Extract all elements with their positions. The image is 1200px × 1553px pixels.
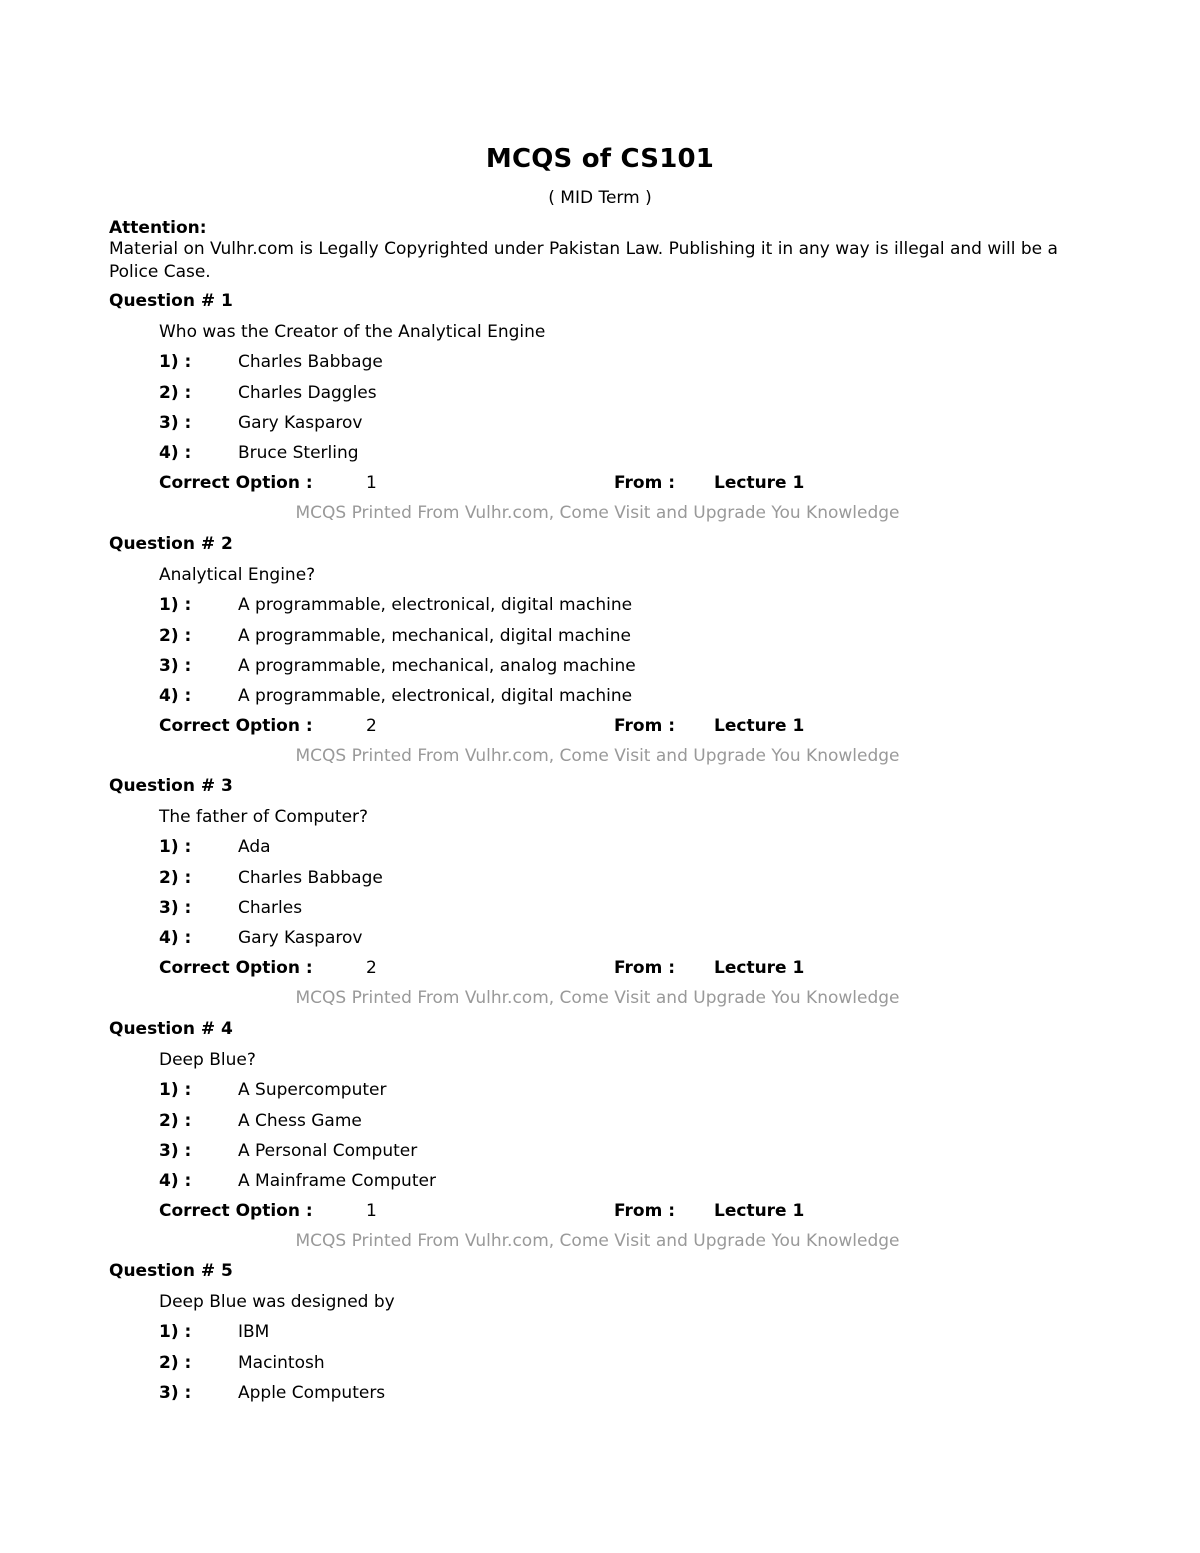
from-value: Lecture 1 [714, 1201, 805, 1221]
correct-option-value: 1 [366, 473, 377, 493]
option-text: Gary Kasparov [238, 413, 363, 433]
from-value: Lecture 1 [714, 716, 805, 736]
option-text: A programmable, mechanical, analog machine [238, 656, 636, 676]
option-text: Bruce Sterling [238, 443, 359, 463]
option-text: A Mainframe Computer [238, 1171, 436, 1191]
option-text: Charles Babbage [238, 352, 383, 372]
question-heading: Question # 5 [109, 1261, 233, 1281]
option-text: A programmable, mechanical, digital machine [238, 626, 632, 646]
question-heading: Question # 2 [109, 534, 233, 554]
option-text: A Supercomputer [238, 1080, 387, 1100]
from-label: From : [614, 716, 676, 736]
page-title: MCQS of CS101 [485, 144, 715, 174]
option-number: 1) : [159, 837, 192, 857]
question-block-4 [0, 1019, 1200, 1261]
from-value: Lecture 1 [714, 958, 805, 978]
from-label: From : [614, 1201, 676, 1221]
option-text: IBM [238, 1322, 270, 1342]
attention-heading: Attention: [109, 218, 207, 238]
option-number: 3) : [159, 898, 192, 918]
option-number: 2) : [159, 383, 192, 403]
correct-option-value: 1 [366, 1201, 377, 1221]
page-subtitle: ( MID Term ) [548, 188, 652, 208]
printed-from-note: MCQS Printed From Vulhr.com, Come Visit and Upgrade You Knowledge [295, 746, 900, 766]
option-number: 2) : [159, 868, 192, 888]
from-label: From : [614, 473, 676, 493]
question-block-3 [0, 776, 1200, 1018]
question-text: Deep Blue? [159, 1050, 256, 1070]
correct-option-label: Correct Option : [159, 473, 313, 493]
correct-option-label: Correct Option : [159, 716, 313, 736]
question-heading: Question # 1 [109, 291, 233, 311]
option-number: 1) : [159, 352, 192, 372]
option-text: A programmable, electronical, digital machine [238, 595, 633, 615]
option-text: Charles Babbage [238, 868, 383, 888]
question-text: The father of Computer? [159, 807, 369, 827]
option-number: 3) : [159, 656, 192, 676]
option-number: 3) : [159, 1141, 192, 1161]
option-text: A Personal Computer [238, 1141, 418, 1161]
option-text: A Chess Game [238, 1111, 362, 1131]
correct-option-value: 2 [366, 716, 377, 736]
from-value: Lecture 1 [714, 473, 805, 493]
question-text: Deep Blue was designed by [159, 1292, 395, 1312]
correct-option-label: Correct Option : [159, 958, 313, 978]
option-number: 4) : [159, 686, 192, 706]
from-label: From : [614, 958, 676, 978]
printed-from-note: MCQS Printed From Vulhr.com, Come Visit and Upgrade You Knowledge [295, 1231, 900, 1251]
printed-from-note: MCQS Printed From Vulhr.com, Come Visit and Upgrade You Knowledge [295, 988, 900, 1008]
question-block-1 [0, 291, 1200, 533]
question-block-5 [0, 1261, 1200, 1421]
option-number: 2) : [159, 1111, 192, 1131]
question-block-2 [0, 534, 1200, 776]
correct-option-value: 2 [366, 958, 377, 978]
option-text: A programmable, electronical, digital machine [238, 686, 633, 706]
option-text: Charles Daggles [238, 383, 377, 403]
option-number: 3) : [159, 1383, 192, 1403]
option-number: 2) : [159, 626, 192, 646]
option-number: 4) : [159, 443, 192, 463]
attention-text: Material on Vulhr.com is Legally Copyrighted under Pakistan Law. Publishing it in any way is illegal and will be a Police Case. [109, 239, 1058, 282]
question-text: Who was the Creator of the Analytical Engine [159, 322, 546, 342]
option-number: 3) : [159, 413, 192, 433]
correct-option-label: Correct Option : [159, 1201, 313, 1221]
option-number: 1) : [159, 595, 192, 615]
question-text: Analytical Engine? [159, 565, 316, 585]
option-text: Apple Computers [238, 1383, 386, 1403]
option-number: 4) : [159, 928, 192, 948]
option-number: 1) : [159, 1080, 192, 1100]
option-text: Gary Kasparov [238, 928, 363, 948]
question-heading: Question # 4 [109, 1019, 233, 1039]
option-text: Charles [238, 898, 303, 918]
option-number: 4) : [159, 1171, 192, 1191]
question-heading: Question # 3 [109, 776, 233, 796]
option-text: Macintosh [238, 1353, 325, 1373]
option-number: 2) : [159, 1353, 192, 1373]
option-number: 1) : [159, 1322, 192, 1342]
option-text: Ada [238, 837, 271, 857]
printed-from-note: MCQS Printed From Vulhr.com, Come Visit and Upgrade You Knowledge [295, 503, 900, 523]
